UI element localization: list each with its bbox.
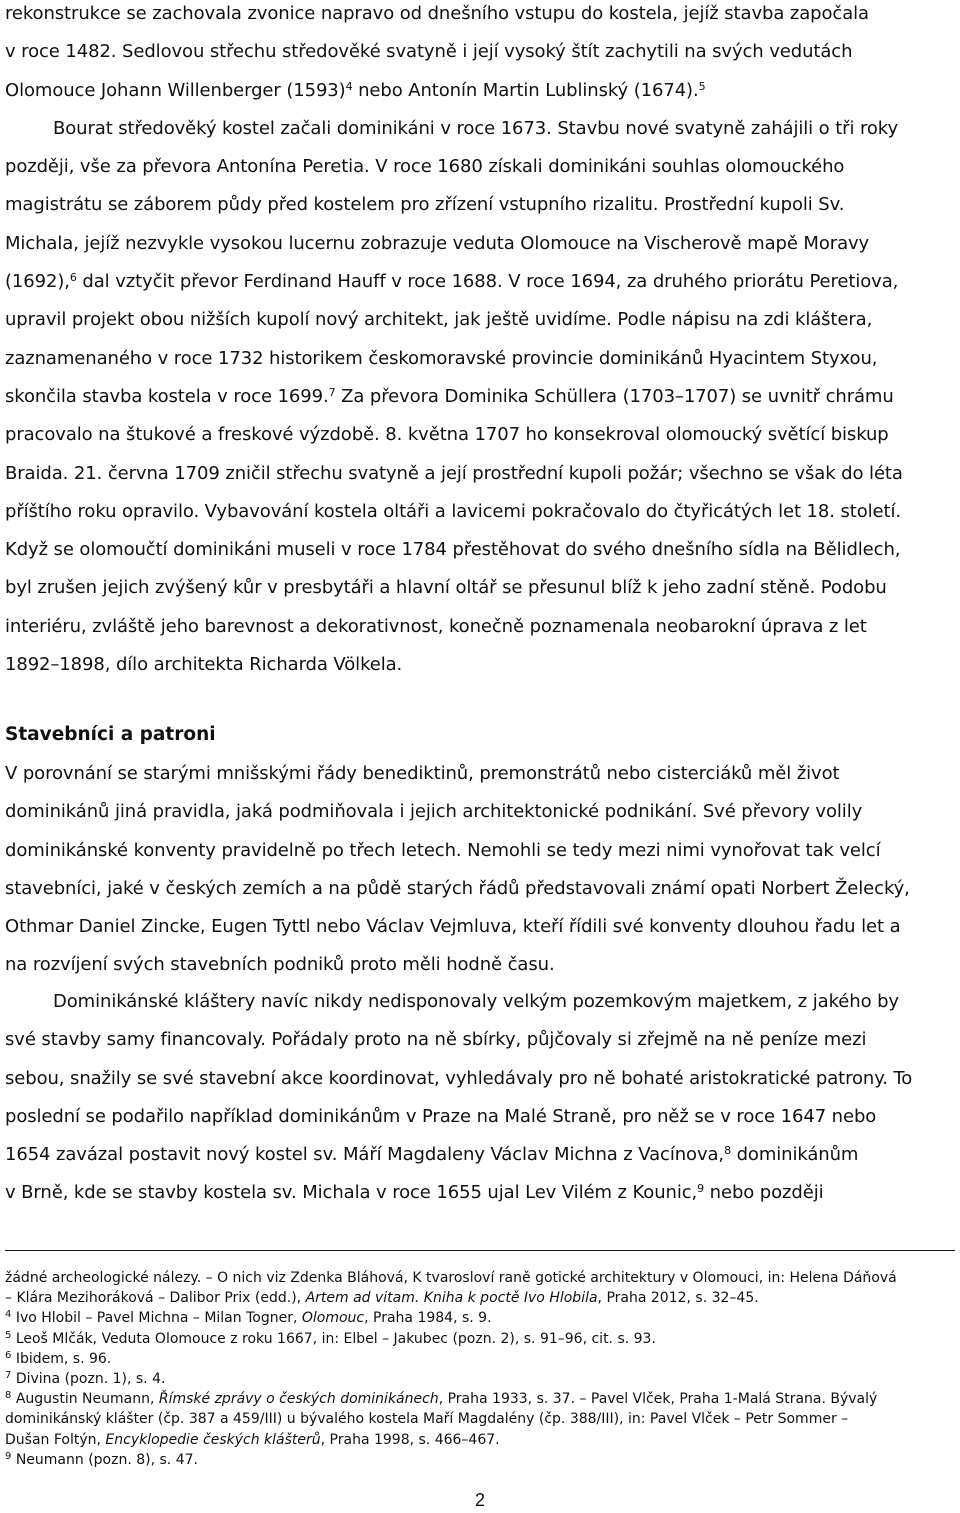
text-span: v Brně, kde se stavby kostela sv. Michala v roce 1655 ujal Lev Vilém z Kounic, (5, 1182, 698, 1204)
text-span: Dušan Foltýn, (5, 1431, 106, 1448)
footnote-number: 7 (5, 1370, 12, 1382)
text-line: Dominikánské kláštery navíc nikdy nedisponovaly velkým pozemkovým majetkem, z jakého by (53, 991, 899, 1012)
book-title: Římské zprávy o českých dominikánech (158, 1391, 439, 1408)
text-line (5, 1174, 950, 1212)
text-span: Ibidem, s. 96. (11, 1350, 112, 1367)
text-span: , Praha 1984, s. 9. (364, 1310, 492, 1327)
footnote-continuation (5, 1288, 955, 1308)
footnote-7 (5, 1369, 955, 1389)
footnotes (5, 1268, 955, 1470)
text-line (5, 263, 950, 301)
text-span: 1654 zavázal postavit nový kostel sv. Máří Magdaleny Václav Michna z Vacínova, (5, 1144, 725, 1166)
text-line: Othmar Daniel Zincke, Eugen Tyttl nebo Václav Vejmluva, kteří řídili své konventy dlouhou řadu let a (5, 916, 901, 938)
text-line: Když se olomoučtí dominikáni museli v roce 1784 přestěhovat do svého dnešního sídla na Bělidlech, (5, 539, 901, 561)
footnote-9 (5, 1450, 955, 1470)
text-line: stavebníci, jaké v českých zemích a na půdě starých řádů představovali známí opati Norbert Želecký, (5, 877, 910, 899)
footnote-ref[interactable]: 8 (724, 1144, 731, 1158)
text-line: sebou, snažily se své stavební akce koordinovat, vyhledávaly pro ně bohaté aristokratické patrony. To (5, 1067, 913, 1089)
text-line: V porovnání se starými mnišskými řády benediktinů, premonstrátů nebo cisterciáků měl život (5, 763, 840, 784)
text-line: byl zrušen jejich zvýšený kůr v presbytáři a hlavní oltář se přesunul blíž k jeho zadní stěně. Podobu (5, 577, 887, 599)
footnote-8-cont: dominikánský klášter (čp. 387 a 459/III) u bývalého kostela Maří Magdalény (čp. 388/III), in: Pavel Vlček – Petr Sommer – (5, 1411, 849, 1428)
text-span: , Praha 2012, s. 32–45. (597, 1290, 759, 1307)
text-span: – Klára Mezihoráková – Dalibor Prix (edd.), (5, 1290, 306, 1307)
text-line: později, vše za převora Antonína Peretia. V roce 1680 získali dominikáni souhlas olomouckého (5, 156, 845, 178)
text-line: interiéru, zvláště jeho barevnost a dekorativnost, konečně poznamenala neobarokní úprava z let (5, 615, 867, 637)
footnote-number: 8 (5, 1390, 12, 1402)
footnote-6 (5, 1349, 955, 1369)
book-title: Olomouc (301, 1310, 365, 1327)
footnote-ref[interactable]: 7 (328, 385, 336, 399)
text-span: (1692), (5, 271, 70, 293)
text-span: Za převora Dominika Schüllera (1703–1707) se uvnitř chrámu (335, 385, 894, 407)
section-heading: Stavebníci a patroni (5, 724, 216, 745)
text-line: zaznamenaného v roce 1732 historikem českomoravské provincie dominikánů Hyacintem Styxou, (5, 347, 878, 369)
text-span: Ivo Hlobil – Pavel Michna – Milan Togner, (11, 1310, 302, 1327)
text-span: skončila stavba kostela v roce 1699. (5, 385, 329, 407)
text-span: dominikánům (730, 1144, 859, 1166)
text-line: 1892–1898, dílo architekta Richarda Völkela. (5, 654, 403, 676)
footnote-divider (5, 1250, 955, 1251)
book-title: Artem ad vitam. Kniha k poctě Ivo Hlobila (305, 1290, 598, 1307)
page-number: 2 (474, 1490, 485, 1510)
text-line: rekonstrukce se zachovala zvonice napravo od dnešního vstupu do kostela, jejíž stavba započala (5, 3, 869, 24)
footnote-number: 9 (5, 1450, 12, 1462)
text-span: , Praha 1998, s. 466–467. (320, 1431, 500, 1448)
text-span: nebo Antonín Martin Lublinský (1674). (352, 79, 699, 101)
text-line: Michala, jejíž nezvykle vysokou lucernu zobrazuje veduta Olomouce na Vischerově mapě Moravy (5, 232, 870, 254)
footnote-continuation: žádné archeologické nálezy. – O nich viz Zdenka Bláhová, K tvarosloví raně gotické architektury v Olomouci, in: Helena Dáňová (5, 1270, 897, 1286)
footnote-number: 4 (5, 1309, 12, 1321)
footnote-ref[interactable]: 6 (69, 271, 77, 285)
text-line: v roce 1482. Sedlovou střechu středověké svatyně i její vysoký štít zachytili na svých vedutách (5, 41, 853, 63)
text-line: dominikánské konventy pravidelně po třech letech. Nemohli se tedy mezi nimi vynořovat tak velcí (5, 839, 881, 861)
paragraph-builders (5, 755, 950, 985)
text-line: magistrátu se záborem půdy před kostelem pro zřízení vstupního rizalitu. Prostřední kupoli Sv. (5, 194, 845, 216)
text-span: Olomouce Johann Willenberger (1593) (5, 79, 346, 101)
text-line: poslední se podařilo například dominikánům v Praze na Malé Straně, pro něž se v roce 1647 nebo (5, 1105, 877, 1127)
text-line: Braida. 21. června 1709 zničil střechu svatyně a její prostřední kupoli požár; všechno se však do léta (5, 462, 903, 484)
text-span: Leoš Mlčák, Veduta Olomouce z roku 1667, in: Elbel – Jakubec (pozn. 2), s. 91–96, cit. s. 93. (11, 1330, 656, 1347)
text-span: nebo později (704, 1182, 824, 1204)
footnote-number: 5 (5, 1329, 12, 1341)
footnote-ref[interactable]: 9 (697, 1182, 705, 1196)
footnote-4 (5, 1308, 955, 1328)
text-line: pracovalo na štukové a freskové výzdobě. 8. května 1707 ho konsekroval olomoucký světící biskup (5, 424, 889, 446)
text-line (5, 378, 950, 416)
text-line: na rozvíjení svých stavebních podniků proto měli hodně času. (5, 954, 555, 976)
text-line: příštího roku opravilo. Vybavování kostela oltáři a lavicemi pokračovalo do čtyřicátých let 18. století. (5, 500, 902, 522)
text-line: upravil projekt obou nižších kupolí nový architekt, jak ještě uvidíme. Podle nápisu na zdi kláštera, (5, 309, 873, 331)
text-line (5, 72, 950, 110)
text-span: , Praha 1933, s. 37. – Pavel Vlček, Praha 1-Malá Strana. Bývalý (438, 1391, 878, 1408)
book-title: Encyklopedie českých klášterů (105, 1431, 321, 1448)
text-line: své stavby samy financovaly. Pořádaly proto na ně sbírky, půjčovaly si zřejmě na ně peníze mezi (5, 1029, 867, 1051)
text-span: Divina (pozn. 1), s. 4. (11, 1371, 166, 1388)
text-line: Bourat středověký kostel začali dominikáni v roce 1673. Stavbu nové svatyně zahájili o tři roky (53, 117, 899, 139)
footnote-number: 6 (5, 1349, 12, 1361)
text-span: dal vztyčit převor Ferdinand Hauff v roce 1688. V roce 1694, za druhého priorátu Peretiova, (76, 271, 899, 293)
footnote-5 (5, 1329, 955, 1349)
paragraph-church-history (5, 0, 950, 684)
footnote-ref[interactable]: 5 (698, 79, 706, 93)
text-line: dominikánů jiná pravidla, jaká podmiňovala i jejich architektonické podnikání. Své převory volily (5, 801, 863, 823)
footnote-ref[interactable]: 4 (345, 79, 353, 93)
footnote-8-cont (5, 1430, 955, 1450)
text-span: Augustin Neumann, (11, 1391, 159, 1408)
text-span: Neumann (pozn. 8), s. 47. (11, 1451, 198, 1468)
paragraph-patrons (5, 983, 950, 1213)
footnote-8 (5, 1389, 955, 1409)
text-line (5, 1136, 950, 1174)
